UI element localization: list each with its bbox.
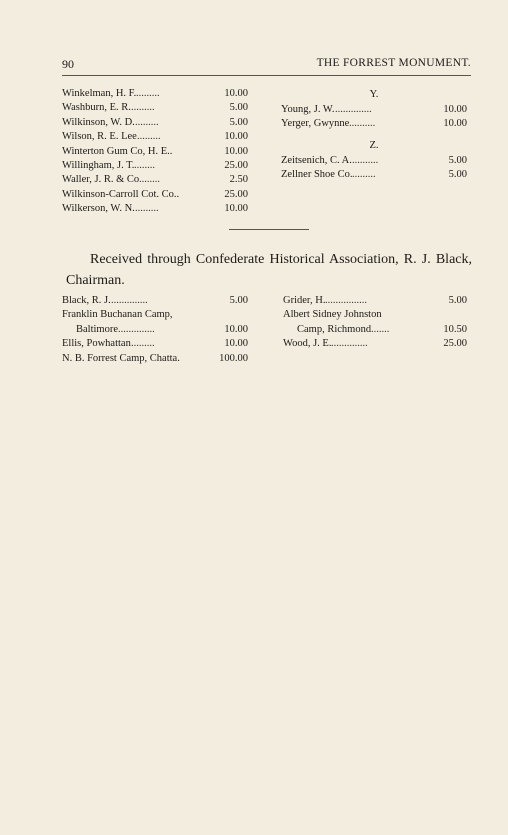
entry-amount: 10.00 bbox=[224, 145, 248, 157]
leader-dots: ........ bbox=[134, 159, 155, 171]
entry-amount: 5.00 bbox=[229, 295, 248, 306]
list-item bbox=[62, 130, 248, 144]
list-item bbox=[62, 159, 248, 173]
bottom-right-list bbox=[283, 294, 467, 352]
running-title: THE FORREST MONUMENT. bbox=[316, 57, 471, 69]
entry-amount: 100.00 bbox=[219, 352, 248, 364]
leader-dots: ......... bbox=[131, 338, 155, 350]
entry-name: Yerger, Gwynne bbox=[281, 118, 350, 130]
entry-name: Winkelman, H. F. bbox=[62, 88, 137, 99]
top-left-list bbox=[62, 87, 248, 217]
entry-name: Waller, J. R. & Co bbox=[62, 174, 140, 186]
entry-name: Winterton Gum Co, H. E.. bbox=[62, 145, 173, 157]
entry-name: Franklin Buchanan Camp, bbox=[62, 309, 173, 321]
list-item bbox=[62, 337, 248, 351]
leader-dots: ......... bbox=[131, 102, 155, 114]
entry-amount: 5.00 bbox=[448, 154, 467, 166]
leader-dots: ................ bbox=[325, 295, 367, 306]
list-item bbox=[281, 103, 467, 117]
list-item bbox=[283, 323, 467, 337]
entry-name: Zeitsenich, C. A. bbox=[281, 154, 352, 166]
list-item bbox=[62, 87, 248, 101]
leader-dots: .............. bbox=[118, 323, 155, 335]
top-right-list bbox=[281, 87, 467, 183]
entry-amount: 25.00 bbox=[224, 188, 248, 200]
leader-dots: ......... bbox=[135, 203, 159, 215]
entry-name: Grider, H. bbox=[283, 295, 326, 306]
list-item bbox=[281, 154, 467, 168]
entry-name: Wood, J. E. bbox=[283, 338, 332, 350]
entry-name: Albert Sidney Johnston bbox=[283, 309, 382, 321]
entry-amount: 5.00 bbox=[229, 102, 248, 114]
leader-dots: ........ bbox=[139, 174, 160, 186]
entry-amount: 5.00 bbox=[229, 116, 248, 128]
entry-name: Willingham, J. T. bbox=[62, 159, 135, 171]
entry-amount: 2.50 bbox=[229, 174, 248, 186]
list-item bbox=[62, 308, 248, 322]
list-item bbox=[62, 173, 248, 187]
bottom-left-list bbox=[62, 294, 248, 366]
entry-name: Camp, Richmond bbox=[297, 323, 372, 335]
entry-amount: 10.00 bbox=[224, 131, 248, 143]
entry-name: Baltimore bbox=[76, 323, 118, 335]
list-item bbox=[62, 188, 248, 202]
list-item bbox=[283, 337, 467, 351]
leader-dots: .............. bbox=[335, 104, 372, 115]
leader-dots: .............. bbox=[111, 295, 148, 306]
leader-dots: ....... bbox=[371, 323, 390, 335]
list-item bbox=[281, 117, 467, 131]
entry-name: Black, R. J. bbox=[62, 295, 111, 306]
entry-amount: 10.00 bbox=[443, 118, 467, 130]
entry-name: Zellner Shoe Co. bbox=[281, 169, 353, 181]
page-number: 90 bbox=[62, 57, 74, 71]
entry-amount: 10.00 bbox=[224, 88, 248, 99]
entry-name: Wilkerson, W. N. bbox=[62, 203, 135, 215]
entry-name: N. B. Forrest Camp, Chatta. bbox=[62, 352, 180, 364]
entry-amount: 5.00 bbox=[448, 169, 467, 181]
list-item bbox=[62, 116, 248, 130]
section-divider bbox=[229, 229, 309, 230]
entry-name: Wilkinson-Carroll Cot. Co.. bbox=[62, 188, 180, 200]
entry-amount: 10.00 bbox=[443, 104, 467, 115]
leader-dots: .............. bbox=[331, 338, 368, 350]
list-item bbox=[283, 294, 467, 308]
section-letter-z: Z. bbox=[369, 139, 379, 151]
list-item bbox=[62, 323, 248, 337]
entry-amount: 5.00 bbox=[448, 295, 467, 306]
list-item bbox=[281, 168, 467, 182]
leader-dots: ......... bbox=[137, 131, 161, 143]
section-letter-y: Y. bbox=[369, 89, 379, 100]
entry-amount: 10.00 bbox=[224, 203, 248, 215]
entry-name: Wilkinson, W. D. bbox=[62, 116, 135, 128]
entry-name: Washburn, E. R. bbox=[62, 102, 131, 114]
entry-name: Young, J. W. bbox=[281, 104, 335, 115]
list-item bbox=[62, 145, 248, 159]
leader-dots: ......... bbox=[135, 116, 159, 128]
entry-amount: 25.00 bbox=[443, 338, 467, 350]
entry-amount: 10.00 bbox=[224, 338, 248, 350]
entry-amount: 10.00 bbox=[224, 323, 248, 335]
list-item bbox=[62, 202, 248, 216]
list-item bbox=[62, 294, 248, 308]
list-item bbox=[62, 352, 248, 366]
entry-amount: 25.00 bbox=[224, 159, 248, 171]
entry-amount: 10.50 bbox=[443, 323, 467, 335]
list-item bbox=[62, 101, 248, 115]
leader-dots: .......... bbox=[352, 154, 379, 166]
entry-name: Wilson, R. E. Lee bbox=[62, 131, 137, 143]
section-heading: Received through Confederate Historical Association, R. J. Black, Chairman. bbox=[66, 252, 472, 288]
leader-dots: .......... bbox=[349, 118, 376, 130]
header-rule bbox=[62, 75, 471, 76]
leader-dots: ......... bbox=[352, 169, 376, 181]
leader-dots: ......... bbox=[136, 88, 160, 99]
entry-name: Ellis, Powhattan bbox=[62, 338, 131, 350]
list-item bbox=[283, 308, 467, 322]
